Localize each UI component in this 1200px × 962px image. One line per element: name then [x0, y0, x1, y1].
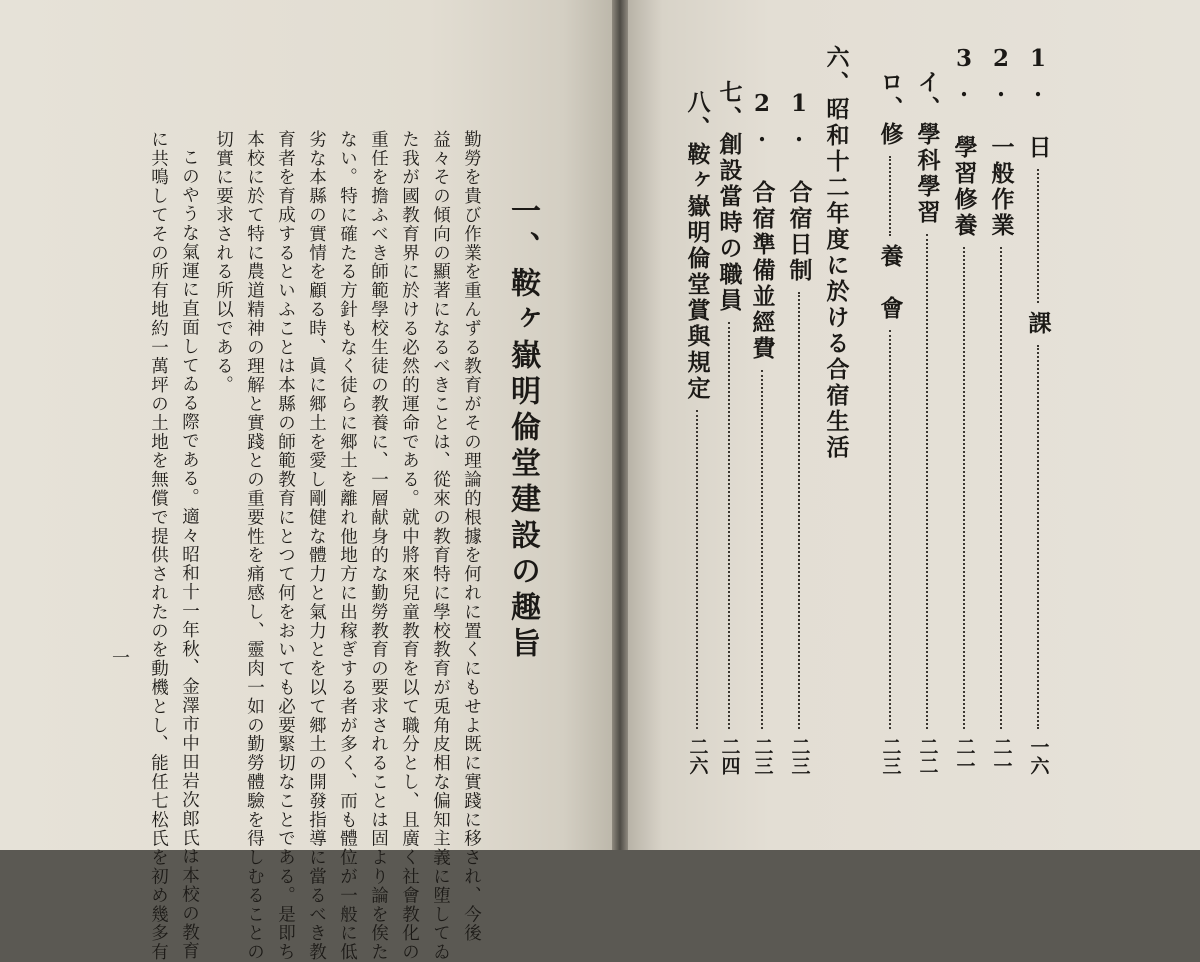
- body-line: 重任を擔ふべき師範學校生徒の教養に、一層献身的な勤勞教育の要求されることは固より論を俟た: [368, 130, 389, 962]
- toc-entry-label: 3. 學習修養: [950, 45, 978, 239]
- toc-leader: [963, 247, 965, 729]
- toc-entry: [875, 70, 905, 775]
- toc-leader: [728, 322, 730, 729]
- toc-leader: [889, 156, 891, 236]
- right-page: [628, 0, 1200, 850]
- toc-entry-label: ロ、修: [876, 70, 904, 148]
- toc-leader: [798, 292, 800, 729]
- toc-entry-label: 六、昭和十二年度に於ける合宿生活: [822, 45, 850, 461]
- body-line: た我が國教育界に於ける必然的運命である。就中將來兒童教育を以て職分とし、且廣く社會教化の: [399, 130, 420, 962]
- body-line: 切實に要求される所以である。: [213, 130, 234, 395]
- toc-entry-label-tail: 養 會: [876, 243, 904, 322]
- toc-leader: [1000, 247, 1002, 729]
- toc-page-number: 二三: [879, 737, 902, 775]
- toc-entry-label: 七、創設當時の職員: [715, 80, 743, 314]
- book-gutter: [612, 0, 628, 850]
- toc-entry: [682, 90, 712, 775]
- body-line: 劣な本縣の實情を顧る時、眞に郷土を愛し剛健な體力と氣力とを以て郷土の開發指導に當るべき教: [306, 130, 327, 962]
- toc-page-number: 二三: [788, 737, 811, 775]
- toc-entry-label: 1. 合宿日制: [785, 90, 813, 284]
- toc-page-number: 二六: [686, 737, 709, 775]
- toc-page-number: 二三: [751, 737, 774, 775]
- toc-leader: [1037, 345, 1039, 729]
- toc-entry: [986, 45, 1016, 775]
- toc-entry-label: 2. 合宿準備並經費: [748, 90, 776, 362]
- body-line: このやうな氣運に直面してゐる際である。適々昭和十一年秋、金澤市中田岩次郎氏は本校の教育: [179, 148, 200, 961]
- toc-entry: [1023, 45, 1053, 775]
- toc-entry: [949, 45, 979, 775]
- toc-page-number: 二一: [953, 737, 976, 775]
- page-number: 一: [109, 648, 130, 666]
- toc-leader: [889, 330, 891, 729]
- body-line: ない。特に確たる方針もなく徒らに郷土を離れ他地方に出稼ぎする者が多く、而も體位が一般に低: [337, 130, 358, 962]
- toc-entry-label: 1. 日: [1024, 45, 1052, 161]
- toc-page-number: 二二: [916, 737, 939, 775]
- body-line: 益々その傾向の顯著になるべきことは、從來の教育特に學校教育が兎角皮相な偏知主義に堕してゐ: [430, 130, 451, 962]
- toc-entry: [784, 90, 814, 775]
- toc-entry: [821, 45, 851, 775]
- toc-entry-label: 2. 一般作業: [987, 45, 1015, 239]
- toc-entry-label-tail: 課: [1024, 311, 1052, 338]
- toc-page-number: 一六: [1027, 737, 1050, 775]
- toc-entry: [747, 90, 777, 775]
- toc-page-number: 二四: [718, 737, 741, 775]
- toc-entry-label: 八、鞍ヶ嶽明倫堂賞與規定: [683, 90, 711, 402]
- toc-entry: [912, 70, 942, 775]
- body-line: 勤勞を貴び作業を重んずる教育がその理論的根據を何れに置くにもせよ既に實踐に移され、今後: [461, 130, 482, 943]
- body-line: 育者を育成するといふことは本縣の師範教育にとつて何をおいても必要緊切なことである。是即ち: [275, 130, 296, 962]
- toc-leader: [926, 234, 928, 729]
- toc-page-number: 二一: [990, 737, 1013, 775]
- toc-leader: [1037, 169, 1039, 303]
- toc-entry-label: イ、學科學習: [913, 70, 941, 226]
- body-line: に共鳴してその所有地約一萬坪の土地を無償で提供されたのを動機とし、能任七松氏を初め幾多有: [148, 130, 169, 962]
- toc-leader: [761, 370, 763, 729]
- body-line: 本校に於て特に農道精神の理解と實踐との重要性を痛感し、靈肉一如の勤勞體驗を得しむることの: [244, 130, 265, 962]
- toc-leader: [696, 410, 698, 729]
- toc-entry: [714, 80, 744, 775]
- chapter-title: 一、鞍ヶ嶽明倫堂建設の趣旨: [505, 195, 540, 663]
